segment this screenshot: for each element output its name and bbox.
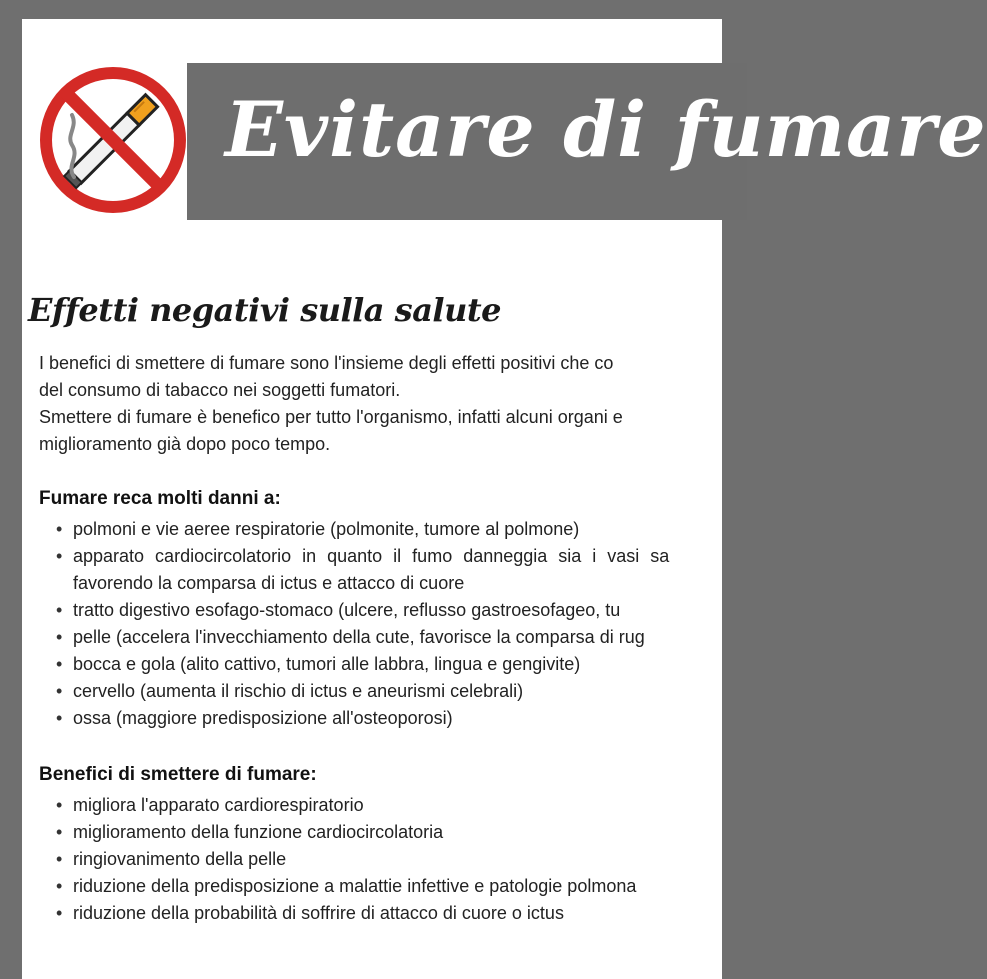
- list-item: • ringiovanimento della pelle: [39, 846, 636, 873]
- list-item: • pelle (accelera l'invecchiamento della cute, favorisce la comparsa di rug: [39, 624, 669, 651]
- list-item: • apparato cardiocircolatorio in quanto il fumo danneggia sia i vasi sa: [39, 543, 669, 570]
- benefici-list: [39, 792, 636, 927]
- danni-heading: Fumare reca molti danni a:: [39, 488, 281, 509]
- list-item-continuation: favorendo la comparsa di ictus e attacco di cuore: [73, 573, 465, 593]
- danni-list: [39, 516, 669, 732]
- benefici-heading: Benefici di smettere di fumare:: [39, 764, 317, 785]
- document-page: [22, 19, 987, 979]
- intro-line-4: miglioramento già dopo poco tempo.: [39, 434, 331, 454]
- no-smoking-icon: [38, 65, 188, 215]
- list-item: • bocca e gola (alito cattivo, tumori alle labbra, lingua e gengivite): [39, 651, 669, 678]
- list-item: • polmoni e vie aeree respiratorie (polmonite, tumore al polmone): [39, 516, 669, 543]
- intro-line-3: Smettere di fumare è benefico per tutto l'organismo, infatti alcuni organi e: [39, 407, 623, 427]
- intro-line-1: I benefici di smettere di fumare sono l'insieme degli effetti positivi che co: [39, 353, 614, 373]
- list-item: • migliora l'apparato cardiorespiratorio: [39, 792, 636, 819]
- list-item: • cervello (aumenta il rischio di ictus e aneurismi celebrali): [39, 678, 669, 705]
- list-item: • tratto digestivo esofago-stomaco (ulcere, reflusso gastroesofageo, tu: [39, 597, 669, 624]
- list-item: • riduzione della probabilità di soffrire di attacco di cuore o ictus: [39, 900, 636, 927]
- list-item: • miglioramento della funzione cardiocircolatoria: [39, 819, 636, 846]
- list-item: • riduzione della predisposizione a malattie infettive e patologie polmona: [39, 873, 636, 900]
- list-item: • ossa (maggiore predisposizione all'osteoporosi): [39, 705, 669, 732]
- title-banner: [187, 63, 987, 220]
- page-title: Evitare di fumare: [225, 85, 987, 174]
- intro-line-2: del consumo di tabacco nei soggetti fumatori.: [39, 380, 401, 400]
- section-title: Effetti negativi sulla salute: [28, 291, 501, 329]
